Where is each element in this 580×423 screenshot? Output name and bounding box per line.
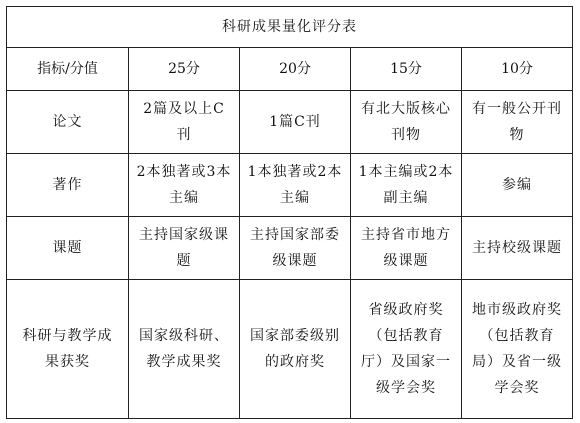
- header-score-25: 25分: [129, 48, 240, 91]
- header-score-10: 10分: [462, 48, 573, 91]
- table-cell: 2本独著或3本主编: [129, 154, 240, 217]
- table-title: 科研成果量化评分表: [7, 7, 573, 48]
- table-cell: 地市级政府奖（包括教育局）及省一级学会奖: [462, 280, 573, 419]
- table-cell: 参编: [462, 154, 573, 217]
- table-cell: 1本主编或2本副主编: [351, 154, 462, 217]
- table-cell: 主持国家级课题: [129, 217, 240, 280]
- table-row-projects: [7, 217, 573, 280]
- table-cell: 有北大版核心刊物: [351, 91, 462, 154]
- table-cell: 主持校级课题: [462, 217, 573, 280]
- scoring-table: [6, 6, 573, 419]
- row-label-books: 著作: [7, 154, 129, 217]
- table-cell: 1本独著或2本主编: [240, 154, 351, 217]
- table-row-papers: [7, 91, 573, 154]
- table-header-row: [7, 48, 573, 91]
- table-cell: 有一般公开刊物: [462, 91, 573, 154]
- header-indicator: 指标/分值: [7, 48, 129, 91]
- table-cell: 省级政府奖（包括教育厅）及国家一级学会奖: [351, 280, 462, 419]
- table-cell: 国家部委级别的政府奖: [240, 280, 351, 419]
- header-score-20: 20分: [240, 48, 351, 91]
- table-cell: 国家级科研、教学成果奖: [129, 280, 240, 419]
- table-cell: 2篇及以上C刊: [129, 91, 240, 154]
- table-row-books: [7, 154, 573, 217]
- table-row-awards: [7, 280, 573, 419]
- table-cell: 主持国家部委级课题: [240, 217, 351, 280]
- row-label-papers: 论文: [7, 91, 129, 154]
- table-cell: 1篇C刊: [240, 91, 351, 154]
- header-score-15: 15分: [351, 48, 462, 91]
- row-label-projects: 课题: [7, 217, 129, 280]
- table-cell: 主持省市地方级课题: [351, 217, 462, 280]
- scoring-document: [6, 6, 572, 419]
- row-label-awards: 科研与教学成果获奖: [7, 280, 129, 419]
- table-title-row: [7, 7, 573, 48]
